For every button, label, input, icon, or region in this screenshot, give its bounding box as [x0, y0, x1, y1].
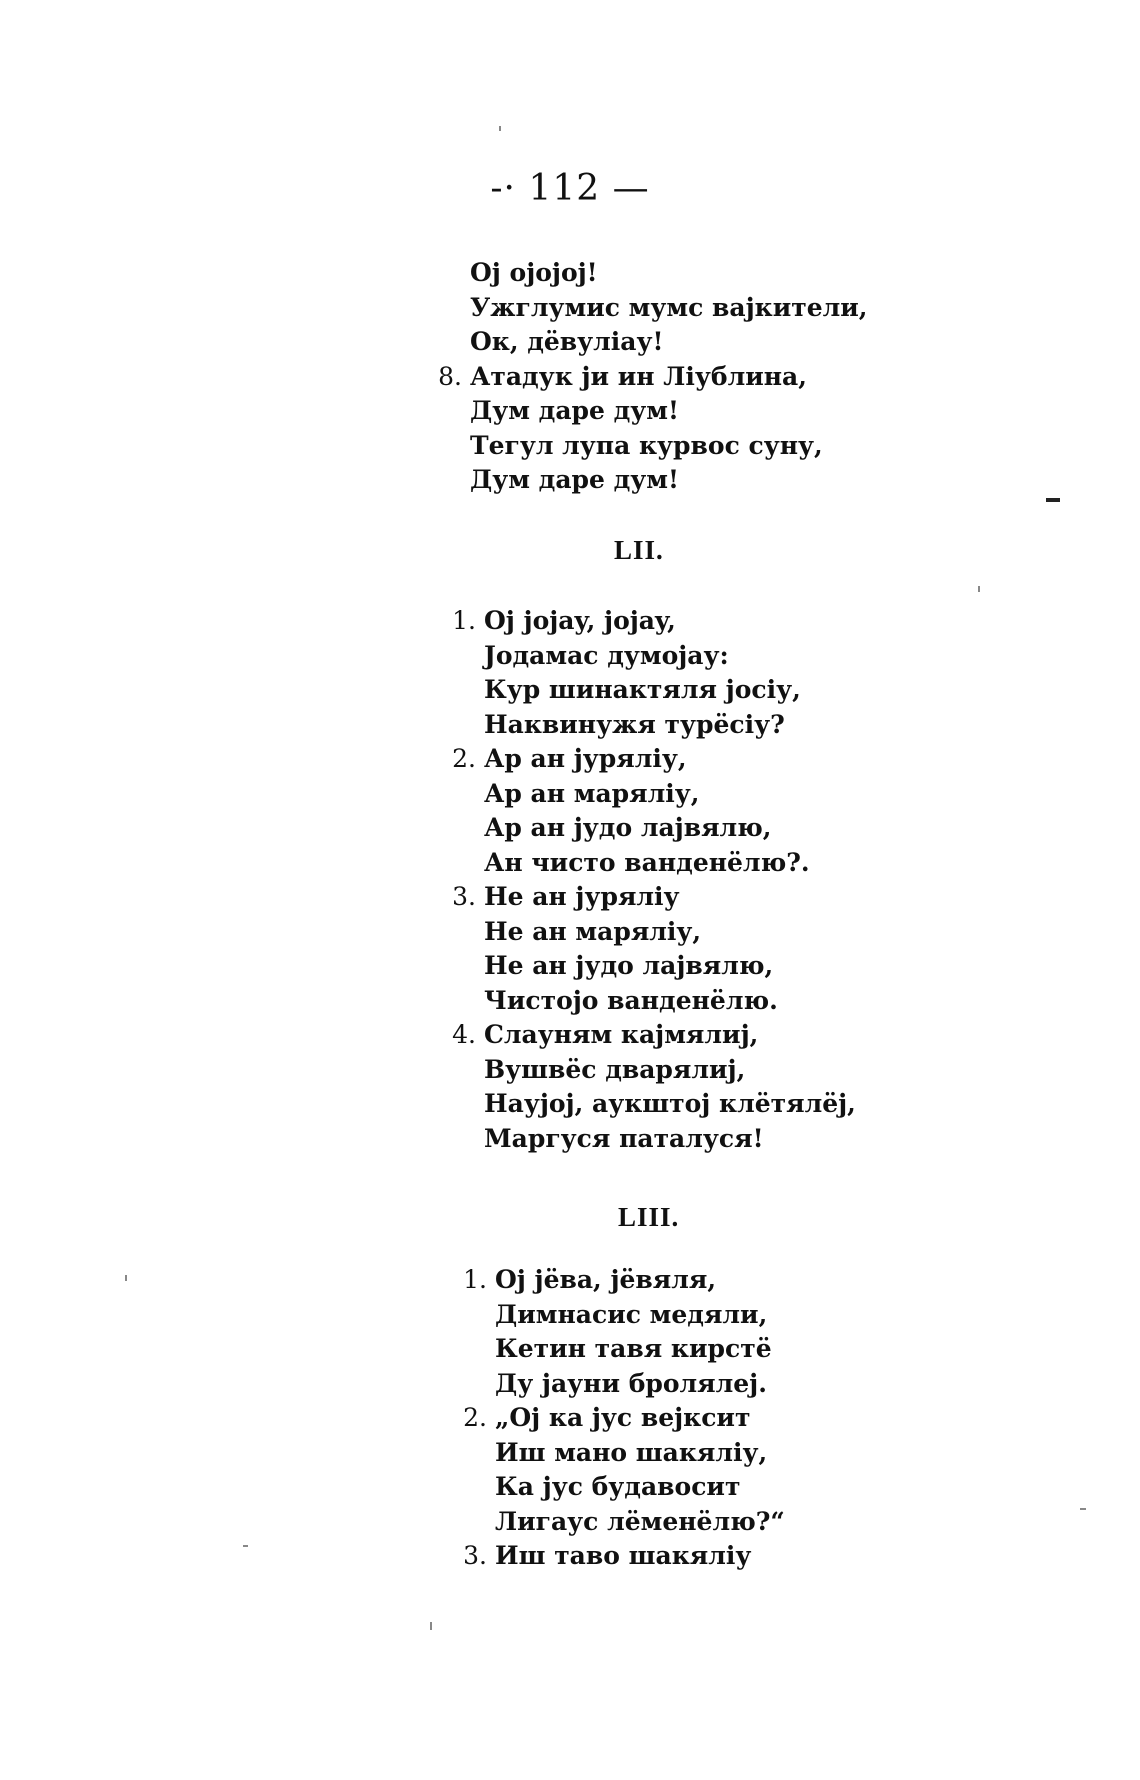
- verse-number: 1.: [452, 606, 476, 635]
- verse-text: Вушвёс двaрялиј,: [484, 1054, 746, 1084]
- verse-line: [484, 915, 856, 950]
- verse-number: 3.: [463, 1541, 487, 1570]
- verse-line: [438, 360, 868, 395]
- verse-line: [463, 1263, 785, 1298]
- verse-text: Иш мано шакялiу,: [495, 1437, 768, 1467]
- verse-text: Ар ан јудо лајвялю,: [484, 813, 772, 842]
- scan-speck: [125, 1275, 127, 1281]
- verse-number: 2.: [463, 1403, 487, 1432]
- verse-line: [495, 1367, 785, 1402]
- verse-text: Ка јус будавосит: [495, 1472, 741, 1501]
- verse-line: [470, 325, 868, 360]
- stanza-block-continued: [438, 256, 868, 498]
- verse-line: [463, 1539, 785, 1574]
- verse-number: 4.: [452, 1020, 476, 1049]
- verse-number: 1.: [463, 1265, 487, 1294]
- verse-text: Ар ан јурялiу,: [484, 744, 687, 773]
- verse-text: Кетин тавя кирстё: [495, 1334, 772, 1363]
- stanza-block-liii: [463, 1263, 785, 1574]
- verse-line: [495, 1298, 785, 1333]
- scan-speck: [430, 1622, 432, 1630]
- verse-text: Кур шинактяля јосiу,: [484, 675, 801, 704]
- verse-line: [484, 708, 856, 743]
- verse-text: Јодамас думојау:: [484, 640, 729, 670]
- verse-line: [484, 1053, 856, 1088]
- verse-line: [484, 1122, 856, 1157]
- scan-speck: [1046, 498, 1060, 502]
- verse-text: Наквинужя турёсiу?: [484, 709, 785, 739]
- verse-line: [484, 949, 856, 984]
- verse-text: Дум даре дум!: [470, 465, 679, 494]
- verse-line: [495, 1470, 785, 1505]
- page-number: -· 112 —: [490, 168, 650, 209]
- verse-text: Лигаус лёменёлю?“: [495, 1506, 785, 1536]
- verse-text: Тегул лупа курвос суну,: [470, 430, 823, 460]
- scan-speck: [243, 1545, 248, 1547]
- verse-line: [484, 639, 856, 674]
- verse-line: [484, 984, 856, 1019]
- verse-line: [470, 394, 868, 429]
- verse-text: Oj jёва, jёвяля,: [495, 1265, 717, 1294]
- verse-text: Не ан јудо лајвялю,: [484, 951, 774, 980]
- verse-text: Атадук ји ин Лiублина,: [470, 361, 807, 391]
- verse-line: [484, 811, 856, 846]
- verse-line: [470, 429, 868, 464]
- verse-text: Не ан марялiу,: [484, 916, 702, 946]
- verse-text: Oj jojay, jojay,: [484, 606, 676, 635]
- verse-text: Димнасис медяли,: [495, 1299, 768, 1329]
- scan-speck: [499, 126, 501, 131]
- verse-line: [484, 846, 856, 881]
- stanza-block-lii: [452, 604, 856, 1156]
- verse-line: [484, 1087, 856, 1122]
- verse-text: Ан чисто ванденёлю?.: [484, 847, 810, 877]
- verse-line: [495, 1436, 785, 1471]
- verse-text: Слауням кајмялиј,: [484, 1020, 759, 1049]
- section-heading-liii: LIII.: [618, 1202, 680, 1232]
- verse-line: [495, 1332, 785, 1367]
- verse-line: [484, 673, 856, 708]
- verse-text: Ок, дёвулiау!: [470, 327, 664, 356]
- verse-text: Ар ан марялiу,: [484, 778, 700, 808]
- verse-line: [470, 256, 868, 291]
- verse-text: Oj ojojoj!: [470, 258, 598, 287]
- verse-line: [470, 463, 868, 498]
- verse-line: [495, 1505, 785, 1540]
- verse-text: Ду јауни бролялеј.: [495, 1368, 767, 1398]
- verse-text: „Oj ка јус вејксит: [495, 1403, 751, 1432]
- verse-line: [452, 1018, 856, 1053]
- scan-speck: [978, 586, 980, 592]
- verse-line: [470, 291, 868, 326]
- verse-line: [452, 604, 856, 639]
- verse-line: [452, 742, 856, 777]
- verse-line: [452, 880, 856, 915]
- verse-line: [463, 1401, 785, 1436]
- verse-text: Наујој, аукштој клётялёј,: [484, 1089, 856, 1118]
- verse-number: 8.: [438, 361, 462, 391]
- verse-number: 2.: [452, 744, 476, 773]
- verse-text: Дум даре дум!: [470, 396, 679, 425]
- verse-number: 3.: [452, 882, 476, 911]
- verse-text: Ужглумис мумс вајкители,: [470, 292, 868, 322]
- verse-text: Маргуся паталуся!: [484, 1123, 764, 1153]
- scan-speck: [1080, 1508, 1086, 1510]
- verse-text: Чистојо ванденёлю.: [484, 985, 778, 1015]
- verse-line: [484, 777, 856, 812]
- verse-text: Иш таво шакялiу: [495, 1541, 752, 1570]
- verse-text: Не ан јурялiу: [484, 882, 680, 911]
- section-heading-lii: LII.: [614, 535, 664, 565]
